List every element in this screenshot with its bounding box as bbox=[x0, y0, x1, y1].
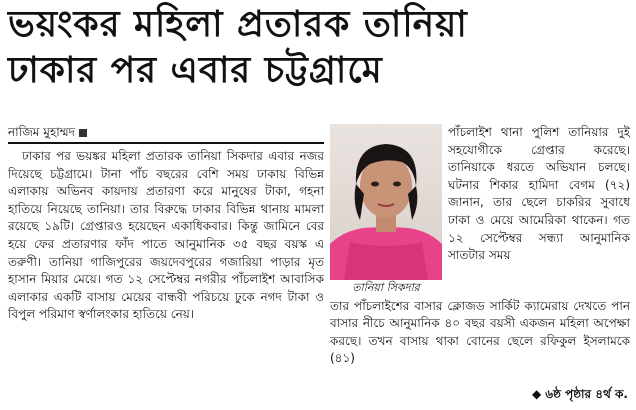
article-column-bottom bbox=[330, 298, 630, 368]
byline bbox=[8, 124, 87, 140]
continuation-note bbox=[532, 386, 628, 406]
headline bbox=[8, 2, 628, 94]
article-paragraph-bottom: তার পাঁচলাইশের বাসার ক্লোজড সার্কিট ক্যামেরায় দেখতে পান বাসার নীচে আনুমানিক ৪০ বছর বয়সী একজন মহিলা অপেক্ষা করছে। তখন বাসায় থাকা বোনের ছেলে রফিকুল ইসলামকে (৪১) bbox=[330, 299, 630, 366]
diamond-bullet-icon: ◆ bbox=[532, 387, 542, 401]
byline-rule bbox=[8, 142, 324, 144]
headline-line-2: ঢাকার পর এবার চট্টগ্রামে bbox=[8, 50, 383, 91]
continuation-text: ৬ষ্ঠ পৃষ্ঠার ৪র্থ ক. bbox=[545, 387, 628, 401]
portrait-illustration bbox=[330, 124, 442, 280]
author-name: নাজিম মুহাম্মদ bbox=[8, 125, 75, 139]
article-paragraph-right: পাঁচলাইশ থানা পুলিশ তানিয়ার দুই সহযোগীকে গ্রেপ্তার করেছে। তানিয়াকে ধরতে অভিযান চলছে। ঘটনার শিকার হামিদা বেগম (৭২) জানান, তার ছেলে চাকরির সুবাধে ঢাকা ও মেয়ে আমেরিকা থাকেন। গত ১২ সেপ্টেম্বর সন্ধ্যা আনুমানিক সাতটার সময় bbox=[448, 125, 630, 263]
article-paragraph-left: ঢাকার পর ভয়ঙ্কর মহিলা প্রতারক তানিয়া সিকদার এবার নজর দিয়েছে চট্টগ্রামে। টানা পাঁচ বছরের বেশি সময় ঢাকায় বিভিন্ন এলাকায় অভিনব কায়দায় প্রতারণা করে মানুষের টাকা, গহনা হাতিয়ে নিয়েছে তানিয়া। তার বিরুদ্ধে ঢাকার বিভিন্ন থানায় মামলা রয়েছে ১৯টি। গ্রেপ্তারও হয়েছেন একাধিকবার। কিন্তু জামিনে বের হয়ে ফের প্রতারণার ফাঁদ পাতে আনুমানিক ৩৫ বছর বয়স্ক এ তরুণী। তানিয়া গাজিপুরের জয়দেবপুরের গজারিয়া পাড়ার মৃত হাসান মিয়ার মেয়ে। গত ১২ সেপ্টেম্বর নগরীর পাঁচলাইশ আবাসিক এলাকার একটি বাসায় মেয়ের বান্ধবী পরিচয়ে ঢুকে নগদ টাকা ও বিপুল পরিমাণ স্বর্ণালংকার হাতিয়ে নেয়। bbox=[8, 149, 324, 322]
headline-line-1: ভয়ংকর মহিলা প্রতারক তানিয়া bbox=[8, 4, 468, 45]
portrait-photo bbox=[330, 124, 442, 280]
article-column-right bbox=[448, 124, 630, 265]
photo-caption: তানিয়া সিকদার bbox=[352, 281, 420, 294]
article-column-left bbox=[8, 148, 324, 324]
byline-square-icon bbox=[79, 129, 87, 137]
